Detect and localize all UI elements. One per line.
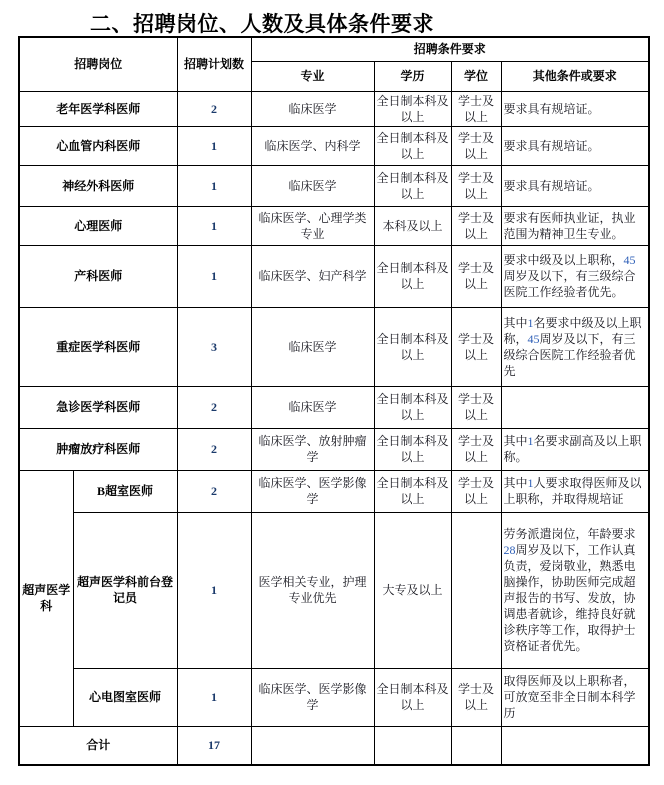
cell-major: 临床医学 [251,165,374,206]
cell-count: 1 [177,512,251,668]
total-empty-education [374,726,451,765]
cell-degree: 学士及以上 [451,428,501,470]
cell-major: 临床医学、妇产科学 [251,245,374,307]
cell-count: 1 [177,668,251,726]
cell-major: 临床医学 [251,386,374,428]
cell-count: 2 [177,91,251,126]
header-degree: 学位 [451,61,501,91]
header-education: 学历 [374,61,451,91]
cell-count: 1 [177,165,251,206]
cell-count: 2 [177,428,251,470]
table-row [19,386,649,428]
cell-education: 全日制本科及以上 [374,386,451,428]
table-row [19,165,649,206]
cell-count: 1 [177,245,251,307]
table-row [19,126,649,165]
cell-degree: 学士及以上 [451,126,501,165]
cell-education: 全日制本科及以上 [374,307,451,386]
table-row [19,245,649,307]
cell-other: 要求具有规培证。 [501,165,649,206]
page-title: 二、招聘岗位、人数及具体条件要求 [90,13,434,36]
cell-position: 超声医学科前台登记员 [73,512,177,668]
table-row [19,512,649,668]
cell-major: 临床医学、放射肿瘤学 [251,428,374,470]
cell-degree: 学士及以上 [451,165,501,206]
cell-education: 全日制本科及以上 [374,428,451,470]
cell-other: 要求中级及以上职称，45周岁及以下，有三级综合医院工作经验者优先。 [501,245,649,307]
cell-other: 其中1人要求取得医师及以上职称，并取得规培证 [501,470,649,512]
cell-position: 心电图室医师 [73,668,177,726]
cell-position: 重症医学科医师 [19,307,177,386]
cell-education: 全日制本科及以上 [374,126,451,165]
cell-education: 本科及以上 [374,206,451,245]
cell-major: 临床医学、医学影像学 [251,668,374,726]
cell-degree [451,512,501,668]
cell-degree: 学士及以上 [451,206,501,245]
header-plan-count: 招聘计划数 [177,37,251,91]
recruitment-table [18,36,650,766]
cell-major: 临床医学、心理学类专业 [251,206,374,245]
table-row [19,470,649,512]
cell-position: 急诊医学科医师 [19,386,177,428]
cell-position: 产科医师 [19,245,177,307]
total-empty-other [501,726,649,765]
cell-education: 全日制本科及以上 [374,668,451,726]
cell-major: 临床医学 [251,307,374,386]
total-empty-degree [451,726,501,765]
cell-count: 1 [177,126,251,165]
header-requirements: 招聘条件要求 [251,37,649,61]
cell-degree: 学士及以上 [451,91,501,126]
total-row [19,726,649,765]
cell-major: 临床医学、医学影像学 [251,470,374,512]
cell-position: 神经外科医师 [19,165,177,206]
total-count: 17 [177,726,251,765]
cell-position: 老年医学科医师 [19,91,177,126]
cell-count: 2 [177,470,251,512]
cell-position: B超室医师 [73,470,177,512]
cell-education: 全日制本科及以上 [374,470,451,512]
cell-major: 临床医学 [251,91,374,126]
cell-other: 要求有医师执业证，执业范围为精神卫生专业。 [501,206,649,245]
table-row [19,206,649,245]
cell-other: 要求具有规培证。 [501,126,649,165]
cell-education: 全日制本科及以上 [374,91,451,126]
cell-other [501,386,649,428]
cell-degree: 学士及以上 [451,386,501,428]
header-position: 招聘岗位 [19,37,177,91]
cell-education: 大专及以上 [374,512,451,668]
cell-other: 其中1名要求副高及以上职称。 [501,428,649,470]
header-row-1 [19,37,649,61]
cell-degree: 学士及以上 [451,668,501,726]
cell-degree: 学士及以上 [451,470,501,512]
table-row [19,428,649,470]
cell-education: 全日制本科及以上 [374,245,451,307]
total-label: 合计 [19,726,177,765]
cell-other: 其中1名要求中级及以上职称，45周岁及以下，有三级综合医院工作经验者优先 [501,307,649,386]
header-major: 专业 [251,61,374,91]
table-row [19,91,649,126]
table-row [19,307,649,386]
cell-other: 要求具有规培证。 [501,91,649,126]
cell-count: 3 [177,307,251,386]
cell-major: 医学相关专业，护理专业优先 [251,512,374,668]
cell-position: 心理医师 [19,206,177,245]
cell-degree: 学士及以上 [451,307,501,386]
cell-degree: 学士及以上 [451,245,501,307]
cell-other: 取得医师及以上职称者，可放宽至非全日制本科学历 [501,668,649,726]
cell-other: 劳务派遣岗位，年龄要求28周岁及以下，工作认真负责，爱岗敬业，熟悉电脑操作，协助医师完成超声报告的书写、发放，协调患者就诊，维持良好就诊秩序等工作，取得护士资格证者优先。 [501,512,649,668]
cell-count: 1 [177,206,251,245]
cell-count: 2 [177,386,251,428]
total-empty-major [251,726,374,765]
group-label-ultrasound: 超声医学科 [19,470,73,726]
table-row [19,668,649,726]
cell-education: 全日制本科及以上 [374,165,451,206]
cell-position: 心血管内科医师 [19,126,177,165]
header-other: 其他条件或要求 [501,61,649,91]
cell-major: 临床医学、内科学 [251,126,374,165]
cell-position: 肿瘤放疗科医师 [19,428,177,470]
